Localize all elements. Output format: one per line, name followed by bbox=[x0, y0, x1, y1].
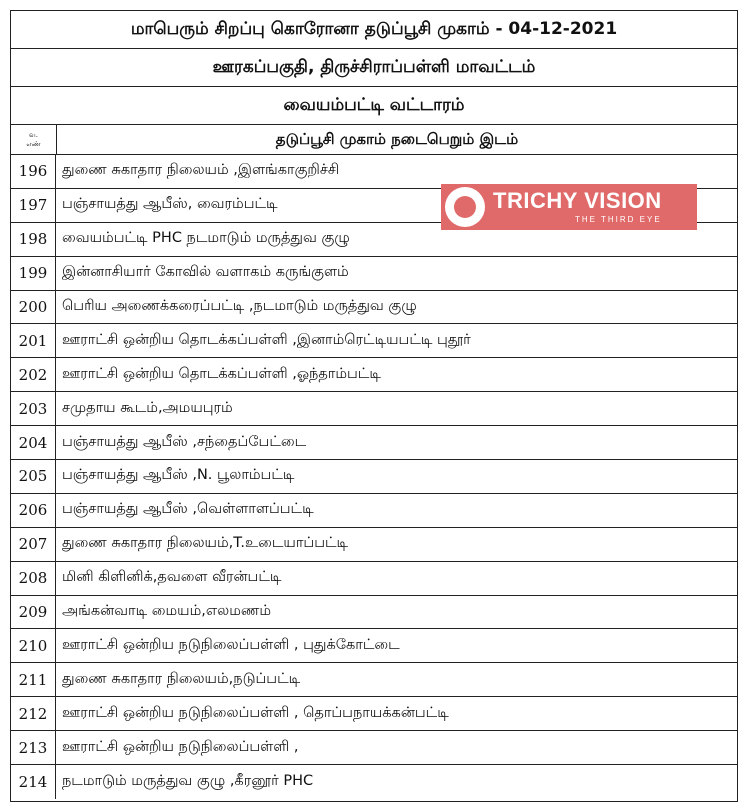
area-heading: ஊரகப்பகுதி, திருச்சிராப்பள்ளி மாவட்டம் bbox=[11, 49, 737, 87]
camp-location-cell: ஊராட்சி ஒன்றிய தொடக்கப்பள்ளி ,இனாம்ரெட்டியபட்டி புதூர் bbox=[62, 331, 471, 348]
table-row bbox=[11, 392, 737, 426]
serial-number-cell: 214 bbox=[11, 765, 56, 799]
camp-location-cell: துணை சுகாதார நிலையம்,நடுப்பட்டி bbox=[62, 670, 301, 687]
camp-location-cell: ஊராட்சி ஒன்றிய தொடக்கப்பள்ளி ,ஓந்தாம்பட்டி bbox=[62, 365, 381, 382]
camp-location-cell: ஊராட்சி ஒன்றிய நடுநிலைப்பள்ளி , புதுக்கோட்டை bbox=[62, 636, 400, 653]
serial-number-cell: 208 bbox=[11, 562, 56, 595]
serial-number-cell: 212 bbox=[11, 697, 56, 730]
camp-location-cell: மினி கிளினிக்,தவளை வீரன்பட்டி bbox=[62, 569, 282, 586]
serial-number-cell: 207 bbox=[11, 528, 56, 561]
camp-location-cell: பஞ்சாயத்து ஆபீஸ் ,N. பூலாம்பட்டி bbox=[62, 467, 295, 484]
serial-number-cell: 196 bbox=[11, 155, 56, 188]
table-row bbox=[11, 629, 737, 663]
table-row bbox=[11, 765, 737, 799]
table-row bbox=[11, 257, 737, 291]
camp-location-cell: துணை சுகாதார நிலையம் ,இளங்காகுறிச்சி bbox=[62, 162, 340, 179]
table-row bbox=[11, 663, 737, 697]
vaccination-camp-table bbox=[10, 10, 738, 802]
watermark-text bbox=[493, 190, 662, 224]
table-row bbox=[11, 426, 737, 460]
serial-number-cell: 211 bbox=[11, 663, 56, 696]
table-row bbox=[11, 596, 737, 630]
column-header-row bbox=[11, 125, 737, 155]
camp-location-cell: வையம்பட்டி PHC நடமாடும் மருத்துவ குழு bbox=[62, 230, 350, 247]
serial-number-cell: 197 bbox=[11, 189, 56, 222]
watermark-subtitle: THE THIRD EYE bbox=[574, 215, 662, 224]
table-row bbox=[11, 324, 737, 358]
table-body bbox=[11, 155, 737, 799]
table-row bbox=[11, 697, 737, 731]
serial-number-cell: 204 bbox=[11, 426, 56, 459]
document-title: மாபெரும் சிறப்பு கொரோனா தடுப்பூசி முகாம் - 04-12-2021 bbox=[11, 11, 737, 49]
serial-number-cell: 203 bbox=[11, 392, 56, 425]
serial-header-line2: எண் bbox=[26, 139, 41, 148]
watermark-title: TRICHY VISION bbox=[493, 188, 662, 213]
place-column-header: தடுப்பூசி முகாம் நடைபெறும் இடம் bbox=[275, 129, 519, 148]
serial-number-cell: 209 bbox=[11, 596, 56, 629]
serial-number-cell: 199 bbox=[11, 257, 56, 290]
serial-number-cell: 213 bbox=[11, 731, 56, 764]
table-row bbox=[11, 494, 737, 528]
serial-number-cell: 206 bbox=[11, 494, 56, 527]
table-row bbox=[11, 358, 737, 392]
camp-location-cell: பஞ்சாயத்து ஆபீஸ் ,வெள்ளாளப்பட்டி bbox=[62, 501, 314, 518]
block-heading: வையம்பட்டி வட்டாரம் bbox=[11, 87, 737, 125]
camp-location-cell: நடமாடும் மருத்துவ குழு ,கீரனூர் PHC bbox=[62, 772, 314, 789]
table-row bbox=[11, 562, 737, 596]
serial-number-cell: 201 bbox=[11, 324, 56, 357]
table-row bbox=[11, 731, 737, 765]
camp-location-cell: பஞ்சாயத்து ஆபீஸ் ,சந்தைப்பேட்டை bbox=[62, 433, 307, 450]
trichy-vision-logo-icon bbox=[445, 187, 485, 227]
table-row bbox=[11, 291, 737, 325]
trichy-vision-watermark bbox=[441, 184, 697, 230]
serial-number-cell: 205 bbox=[11, 460, 56, 493]
serial-number-cell: 202 bbox=[11, 358, 56, 391]
camp-location-cell: பஞ்சாயத்து ஆபீஸ், வைரம்பட்டி bbox=[62, 196, 278, 213]
camp-location-cell: பெரிய அணைக்கரைப்பட்டி ,நடமாடும் மருத்துவ குழு bbox=[62, 298, 417, 314]
serial-number-cell: 210 bbox=[11, 629, 56, 662]
serial-number-cell: 198 bbox=[11, 223, 56, 256]
camp-location-cell: சமுதாய கூடம்,அமயபுரம் bbox=[62, 399, 233, 416]
serial-number-header bbox=[11, 125, 57, 154]
serial-number-cell: 200 bbox=[11, 291, 56, 324]
serial-header-line1: வ. bbox=[29, 131, 38, 140]
table-row bbox=[11, 460, 737, 494]
camp-location-cell: இன்னாசியார் கோவில் வளாகம் கருங்குளம் bbox=[62, 264, 349, 281]
camp-location-cell: ஊராட்சி ஒன்றிய நடுநிலைப்பள்ளி , தொப்பநாயக்கன்பட்டி bbox=[62, 704, 449, 721]
camp-location-cell: ஊராட்சி ஒன்றிய நடுநிலைப்பள்ளி , bbox=[62, 738, 299, 755]
camp-location-cell: துணை சுகாதார நிலையம்,T.உடையாப்பட்டி bbox=[62, 535, 349, 552]
camp-location-cell: அங்கன்வாடி மையம்,எலமணம் bbox=[62, 603, 271, 620]
table-row bbox=[11, 528, 737, 562]
